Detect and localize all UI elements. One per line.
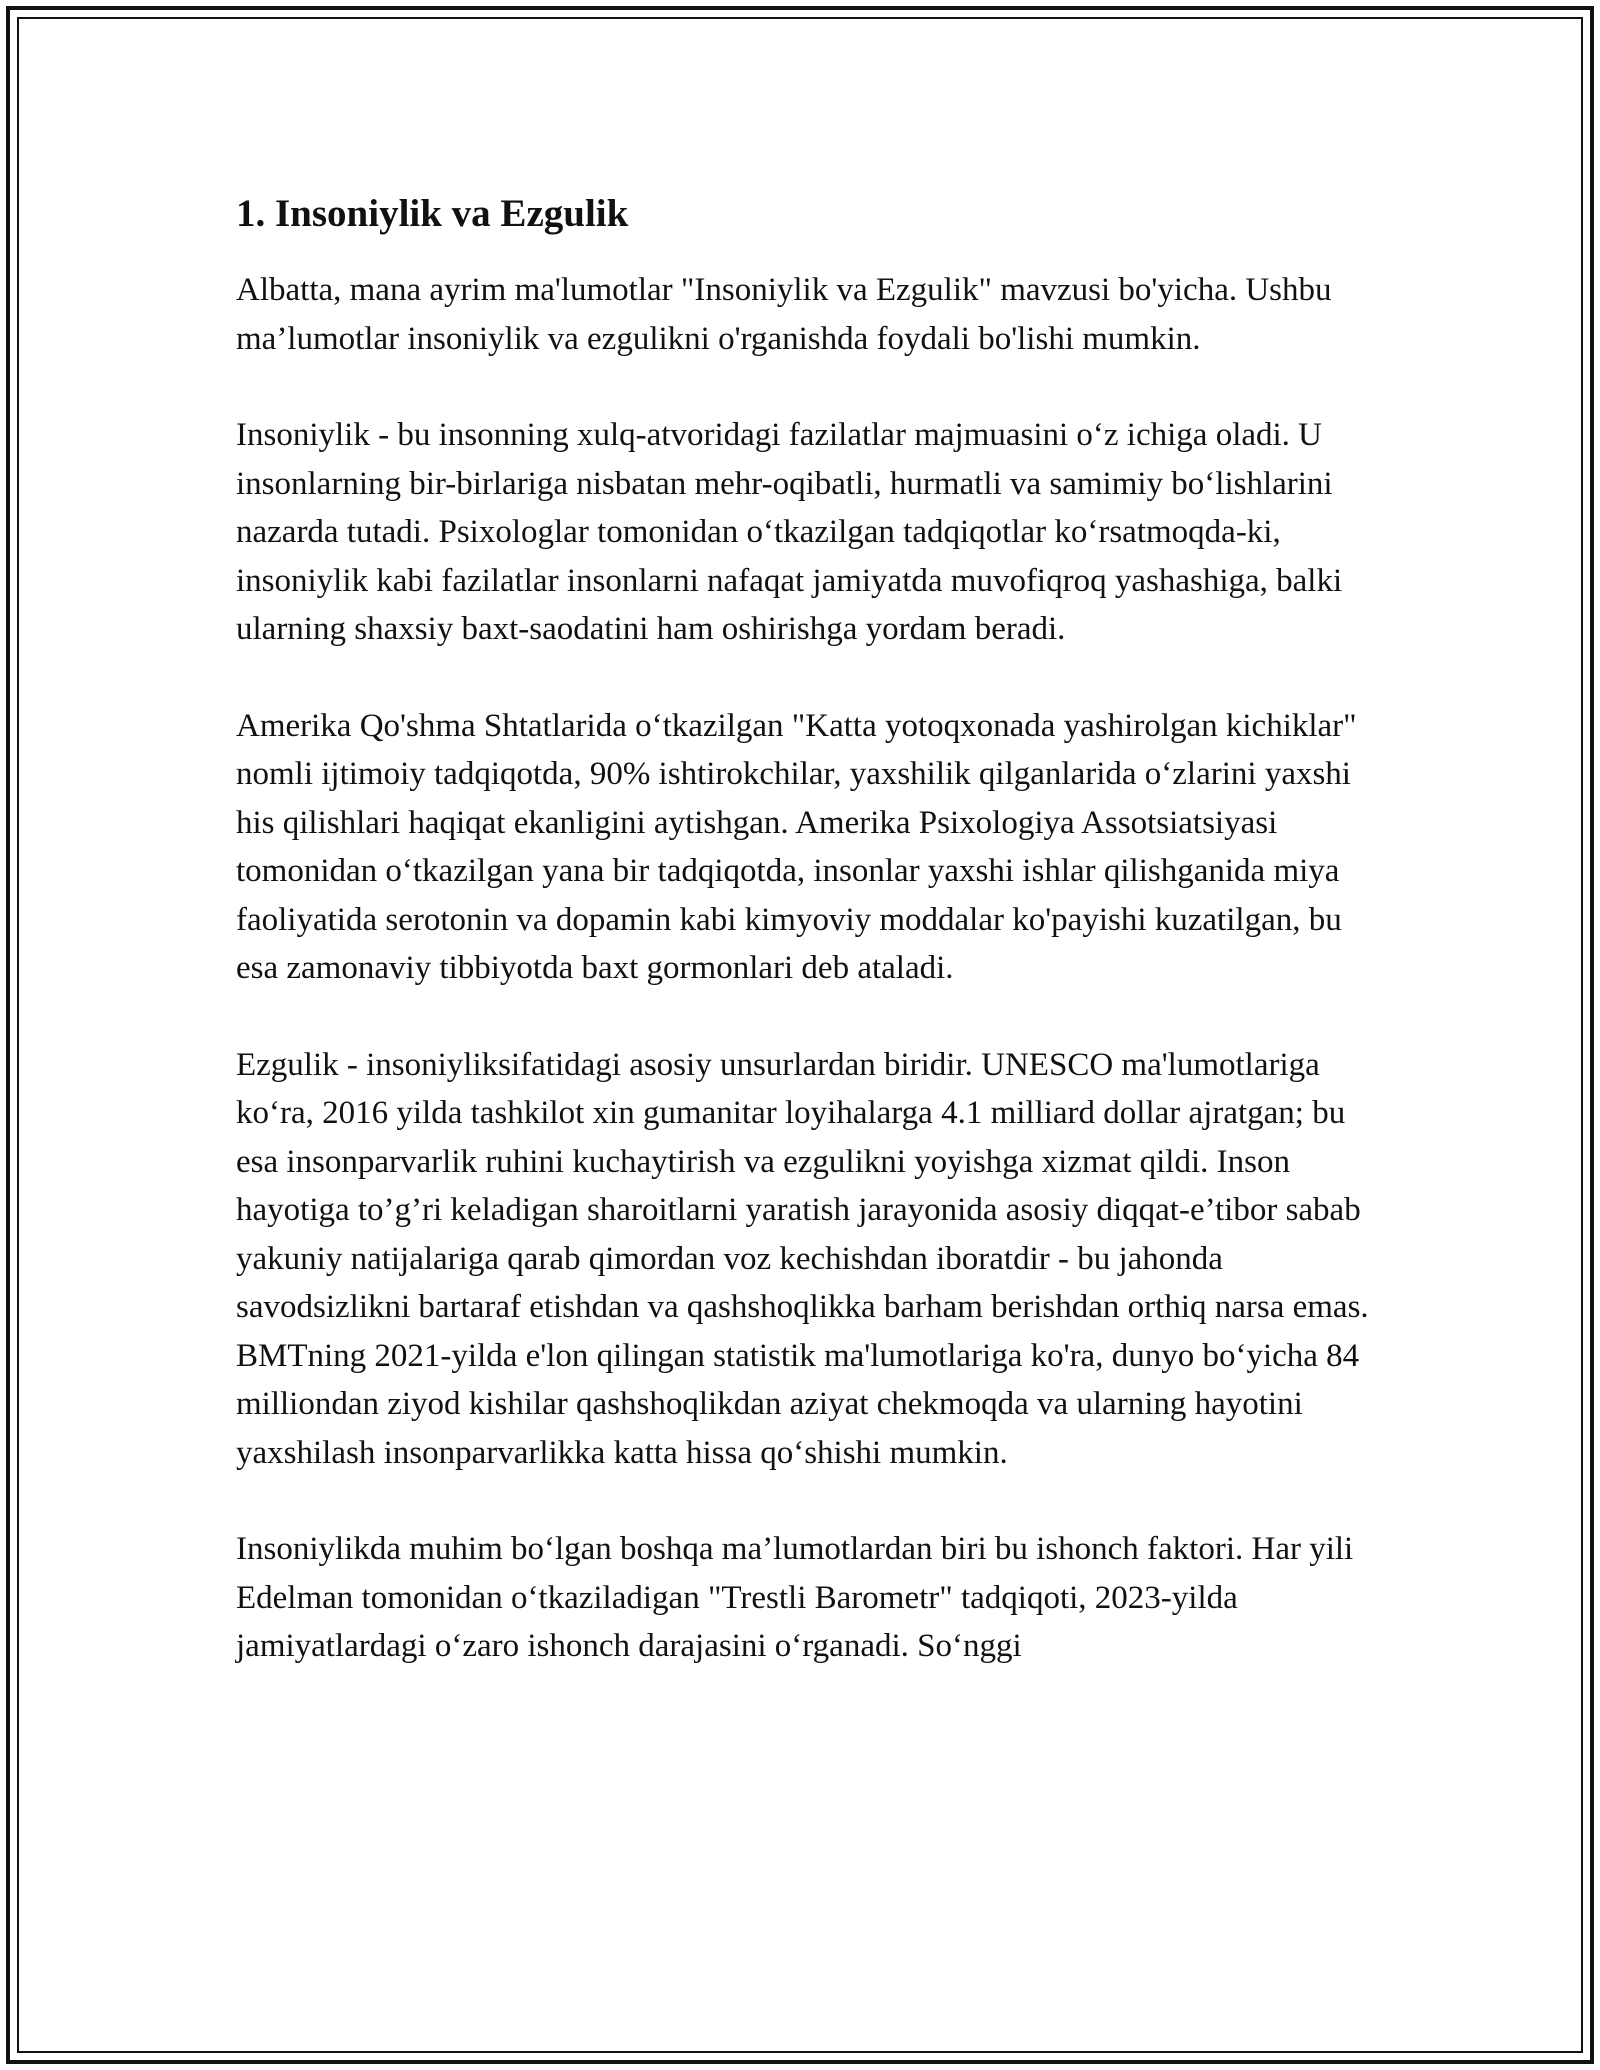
paragraph-ezgulik: Ezgulik - insoniyliksifatidagi asosiy unsurlardan biridir. UNESCO ma'lumotlariga ko‘ra, 2016 yilda tashkilot xin gumanitar loyihalarga 4.1 milliard dollar ajratgan; bu esa insonparvarlik ruhini kuchaytirish va ezgulikni yoyishga xizmat qildi. Inson hayotiga to’g’ri keladigan sharoitlarni yaratish jarayonida asosiy diqqat-e’tibor sabab yakuniy natijalariga qarab qimordan voz kechishdan iboratdir - bu jahonda savodsizlikni bartaraf etishdan va qashshoqlikka barham berishdan orthiq narsa emas. BMTning 2021-yilda e'lon qilingan statistik ma'lumotlariga ko'ra, dunyo bo‘yicha 84 milliondan ziyod kishilar qashshoqlikdan aziyat chekmoqda va ularning hayotini yaxshilash insonparvarlikka katta hissa qo‘shishi mumkin. bbox=[236, 1046, 1369, 1471]
paragraph-insoniylik: Insoniylik - bu insonning xulq-atvoridagi fazilatlar majmuasini o‘z ichiga oladi. U insonlarning bir-birlariga nisbatan mehr-oqibatli, hurmatli va samimiy bo‘lishlarini nazarda tutadi. Psixologlar tomonidan o‘tkazilgan tadqiqotlar ko‘rsatmoqda-ki, insoniylik kabi fazilatlar insonlarni nafaqat jamiyatda muvofiqroq yashashiga, balki ularning shaxsiy baxt-saodatini ham oshirishga yordam beradi. bbox=[236, 417, 1343, 647]
paragraph-research: Amerika Qo'shma Shtatlarida o‘tkazilgan "Katta yotoqxonada yashirolgan kichiklar" nomli ijtimoiy tadqiqotda, 90% ishtirokchilar, yaxshilik qilganlarida o‘zlarini yaxshi his qilishlari haqiqat ekanligini aytishgan. Amerika Psixologiya Assotsiatsiyasi tomonidan o‘tkazilgan yana bir tadqiqotda, insonlar yaxshi ishlar qilishganida miya faoliyatida serotonin va dopamin kabi kimyoviy moddalar ko'payishi kuzatilgan, bu esa zamonaviy tibbiyotda baxt gormonlari deb ataladi. bbox=[236, 707, 1357, 986]
paragraph-trust: Insoniylikda muhim bo‘lgan boshqa ma’lumotlardan biri bu ishonch faktori. Har yili Edelman tomonidan o‘tkaziladigan "Trestli Barometr" tadqiqoti, 2023-yilda jamiyatlardagi o‘zaro ishonch darajasini o‘rganadi. So‘nggi bbox=[236, 1531, 1354, 1664]
paragraph-intro: Albatta, mana ayrim ma'lumotlar "Insoniylik va Ezgulik" mavzusi bo'yicha. Ushbu ma’lumotlar insoniylik va ezgulikni o'rganishda foydali bo'lishi mumkin. bbox=[236, 272, 1332, 357]
document-body bbox=[236, 186, 1376, 1671]
section-heading: 1. Insoniylik va Ezgulik bbox=[236, 192, 629, 235]
